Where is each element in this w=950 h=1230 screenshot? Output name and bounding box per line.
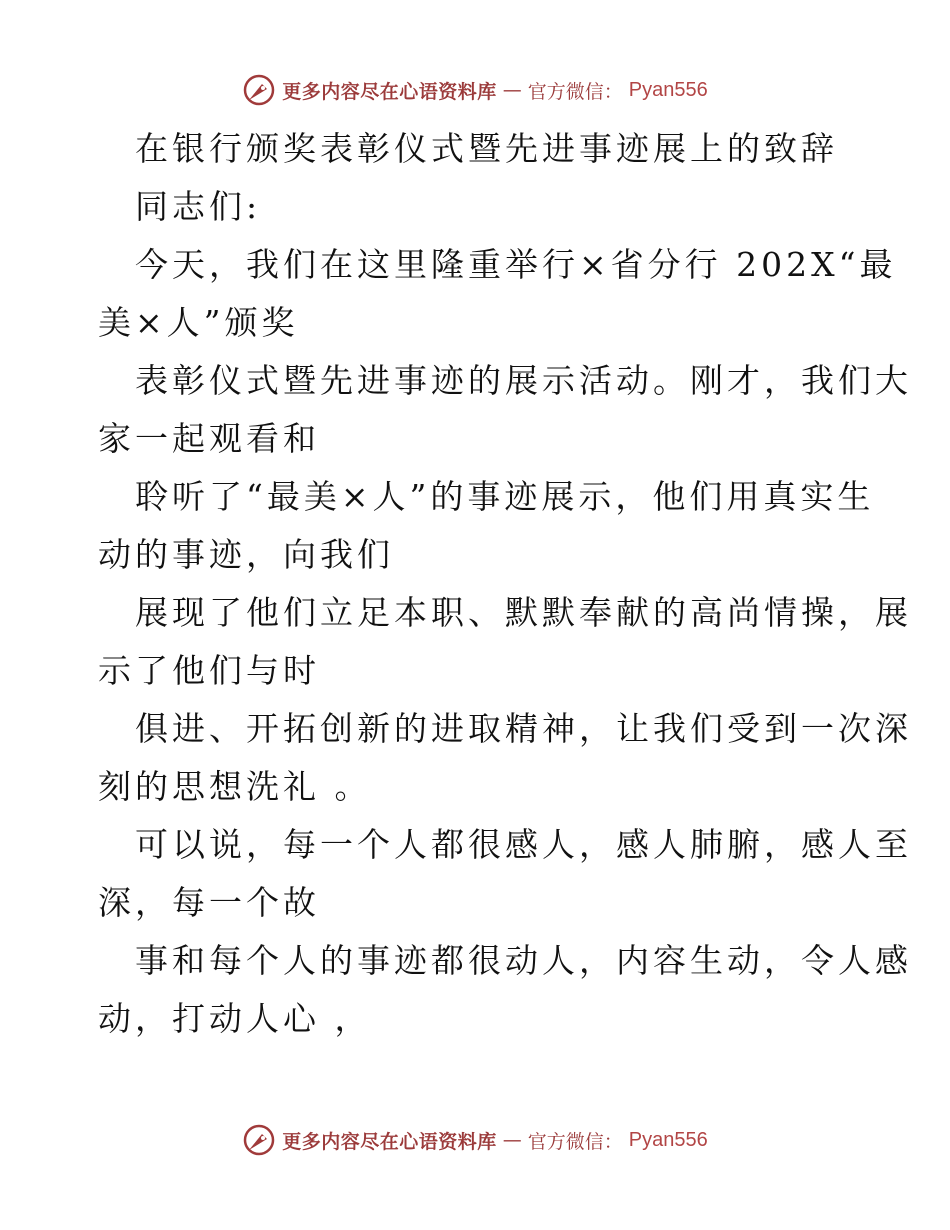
salutation: 同志们:	[135, 187, 262, 226]
paragraph-line: 美×人”颁奖	[98, 303, 299, 342]
paragraph-line: 示了他们与时	[98, 651, 320, 690]
paragraph-line: 聆听了“最美×人”的事迹展示，他们用真实生	[135, 477, 875, 516]
paragraph-line: 事和每个人的事迹都很动人，内容生动，令人感	[135, 941, 912, 980]
paragraph-line: 动，打动人心 ，	[98, 999, 372, 1038]
paragraph-line: 动的事迹，向我们	[98, 535, 394, 574]
document-title: 在银行颁奖表彰仪式暨先进事迹展上的致辞	[135, 129, 838, 168]
banner-separator: —	[502, 79, 522, 101]
banner-wechat-label: 官方微信：	[527, 80, 623, 103]
footer-banner	[0, 1120, 950, 1160]
paragraph-line: 展现了他们立足本职、默默奉献的高尚情操，展	[135, 593, 912, 632]
banner-wechat-id: Pyan556	[628, 78, 708, 101]
paragraph-line: 今天，我们在这里隆重举行×省分行 202X“最	[135, 245, 897, 284]
paragraph-line: 深，每一个故	[98, 883, 320, 922]
document-body	[98, 120, 912, 1048]
banner-wechat-label: 官方微信：	[527, 1130, 623, 1153]
paragraph-line: 表彰仪式暨先进事迹的展示活动。刚才，我们大	[135, 361, 912, 400]
banner-wechat-id: Pyan556	[628, 1128, 708, 1151]
paragraph-line: 刻的思想洗礼 。	[98, 767, 372, 806]
header-banner	[0, 70, 950, 110]
banner-separator: —	[502, 1129, 522, 1151]
pen-nib-logo-icon	[242, 73, 276, 107]
banner-text: 更多内容尽在心语资料库	[282, 1130, 497, 1153]
paragraph-line: 家一起观看和	[98, 419, 320, 458]
paragraph-line: 可以说，每一个人都很感人，感人肺腑，感人至	[135, 825, 912, 864]
banner-text: 更多内容尽在心语资料库	[282, 80, 497, 103]
pen-nib-logo-icon	[242, 1123, 276, 1157]
paragraph-line: 俱进、开拓创新的进取精神，让我们受到一次深	[135, 709, 912, 748]
